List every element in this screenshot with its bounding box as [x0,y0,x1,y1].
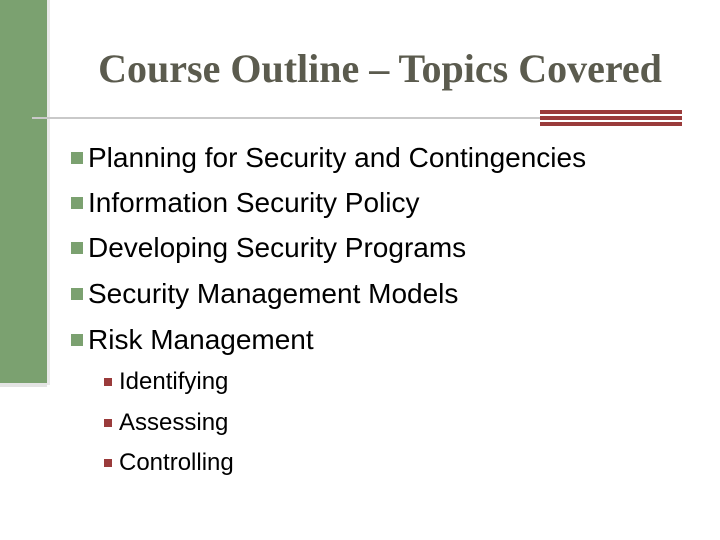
square-bullet-icon [104,378,112,386]
list-item [71,323,314,357]
topic-label: Risk Management [88,324,314,355]
list-item [71,231,466,265]
square-bullet-icon [71,334,83,346]
square-bullet-icon [71,197,83,209]
list-item [71,141,586,175]
list-item [71,186,419,220]
topic-label: Developing Security Programs [88,232,467,263]
subtopic-label: Controlling [119,449,234,476]
square-bullet-icon [71,288,83,300]
sub-list-item [104,449,234,477]
slide-title: Course Outline – Topics Covered [98,46,662,91]
list-item [71,277,458,311]
square-bullet-icon [104,419,112,427]
topic-label: Security Management Models [88,278,459,309]
subtopic-label: Assessing [119,409,229,436]
sub-list-item [104,409,228,437]
topic-label: Information Security Policy [88,187,420,218]
subtopic-label: Identifying [119,368,229,395]
square-bullet-icon [71,152,83,164]
square-bullet-icon [104,459,112,467]
square-bullet-icon [71,242,83,254]
sub-list-item [104,368,228,396]
topic-label: Planning for Security and Contingencies [88,142,587,173]
